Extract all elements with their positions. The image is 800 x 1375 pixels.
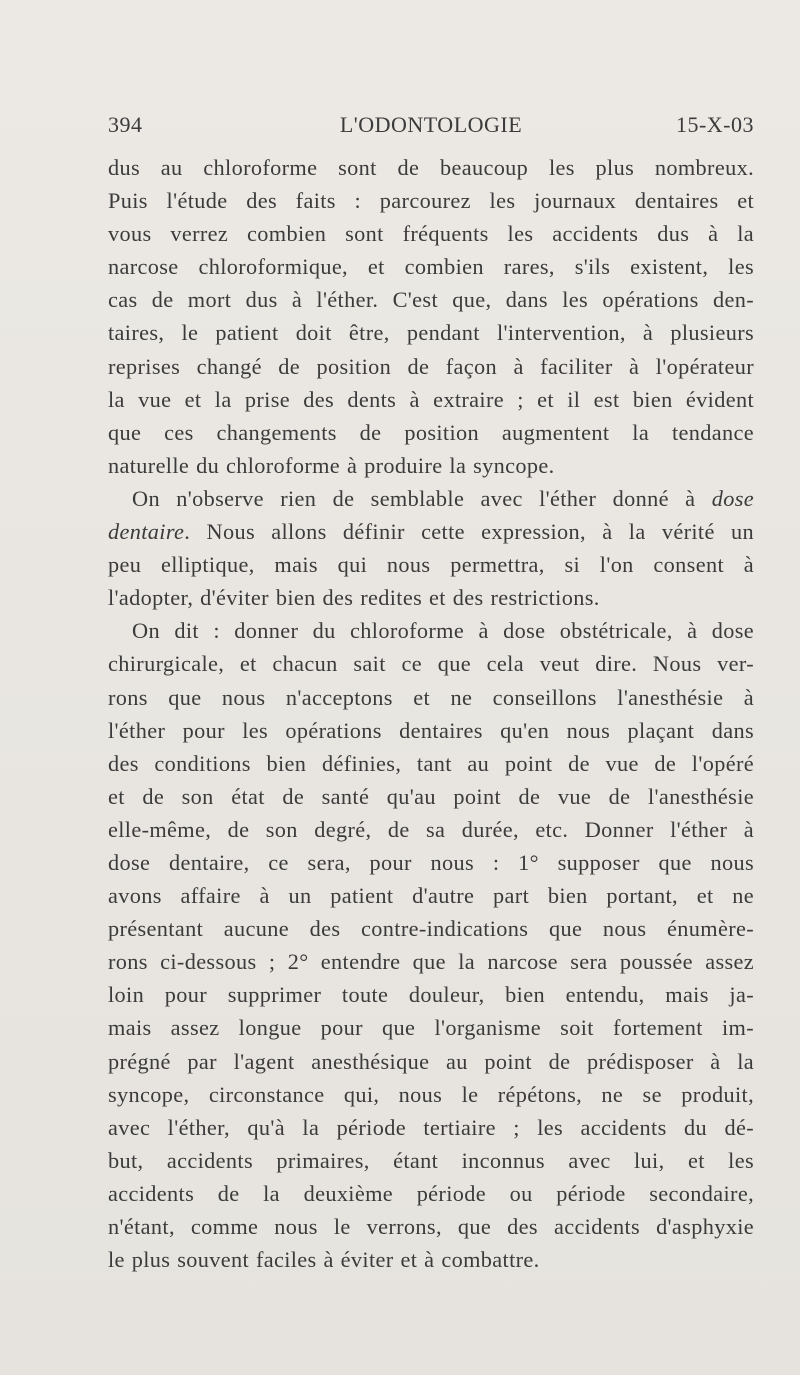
paragraph-3-line-16: avec l'éther, qu'à la période tertiaire ; les accidents du dé- xyxy=(108,1114,754,1140)
paragraph-1-line-7: reprises changé de position de façon à faciliter à l'opérateur xyxy=(108,353,754,379)
paragraph-3-line-2: chirurgicale, et chacun sait ce que cela veut dire. Nous ver- xyxy=(108,651,754,677)
paragraph-3-line-1: On dit : donner du chloroforme à dose obstétricale, à dose xyxy=(132,618,754,644)
paragraph-3-line-11: rons ci-dessous ; 2° entendre que la narcose sera poussée assez xyxy=(108,949,754,975)
journal-title: L'ODONTOLOGIE xyxy=(339,112,523,137)
body-text xyxy=(108,151,754,1276)
paragraph-1-line-2: Puis l'étude des faits : parcourez les journaux dentaires et xyxy=(108,188,754,214)
paragraph-2-line-1 xyxy=(108,482,754,515)
paragraph-1-line-5: cas de mort dus à l'éther. C'est que, dans les opérations den- xyxy=(108,287,754,313)
paragraph-2-line-3: peu elliptique, mais qui nous permettra, si l'on consent à xyxy=(108,552,754,578)
paragraph-1-line-1: dus au chloroforme sont de beaucoup les plus nombreux. xyxy=(108,155,754,180)
paragraph-3-line-5: des conditions bien définies, tant au point de vue de l'opéré xyxy=(108,750,754,776)
paragraph-3-line-18: accidents de la deuxième période ou période secondaire, xyxy=(108,1180,754,1206)
paragraph-1-line-9: que ces changements de position augmentent la tendance xyxy=(108,419,754,445)
paragraph-3-line-3: rons que nous n'acceptons et ne conseillons l'anesthésie à xyxy=(108,684,754,710)
paragraph-3-line-20: le plus souvent faciles à éviter et à combattre. xyxy=(108,1247,540,1273)
paragraph-3-line-4: l'éther pour les opérations dentaires qu'en nous plaçant dans xyxy=(108,717,754,743)
paragraph-3-line-8: dose dentaire, ce sera, pour nous : 1° supposer que nous xyxy=(108,849,754,875)
page-number: 394 xyxy=(108,112,143,137)
paragraph-3-line-6: et de son état de santé qu'au point de vue de l'anesthésie xyxy=(108,783,754,809)
paragraph-2-line-4: l'adopter, d'éviter bien des redites et des restrictions. xyxy=(108,585,600,611)
paragraph-2-line-1-text: On n'observe rien de semblable avec l'éther donné à xyxy=(132,485,712,511)
paragraph-3-line-14: prégné par l'agent anesthésique au point de prédisposer à la xyxy=(108,1048,754,1074)
paragraph-2-line-2-text: . Nous allons définir cette expression, à la vérité un xyxy=(184,519,754,545)
paragraph-1-line-8: la vue et la prise des dents à extraire ; et il est bien évident xyxy=(108,386,754,412)
paragraph-3-line-12: loin pour supprimer toute douleur, bien entendu, mais ja- xyxy=(108,982,754,1008)
paragraph-1-line-4: narcose chloroformique, et combien rares, s'ils existent, les xyxy=(108,254,754,280)
paragraph-3-line-15: syncope, circonstance qui, nous le répétons, ne se produit, xyxy=(108,1081,754,1107)
paragraph-3-line-7: elle-même, de son degré, de sa durée, etc. Donner l'éther à xyxy=(108,816,754,842)
paragraph-3-line-13: mais assez longue pour que l'organisme soit fortement im- xyxy=(108,1015,754,1041)
paragraph-3-line-19: n'étant, comme nous le verrons, que des accidents d'asphyxie xyxy=(108,1214,754,1239)
paragraph-2-line-2 xyxy=(108,515,754,548)
paragraph-3-line-10: présentant aucune des contre-indications que nous énumère- xyxy=(108,916,754,942)
paragraph-1-line-3: vous verrez combien sont fréquents les accidents dus à la xyxy=(108,221,754,247)
paragraph-3-line-9: avons affaire à un patient d'autre part bien portant, et ne xyxy=(108,883,754,909)
paragraph-1-line-6: taires, le patient doit être, pendant l'intervention, à plusieurs xyxy=(108,320,754,346)
issue-date: 15-X-03 xyxy=(675,112,754,137)
paragraph-1-line-10: naturelle du chloroforme à produire la syncope. xyxy=(108,452,555,478)
paragraph-2-italic-term-start: dose xyxy=(711,485,754,511)
paragraph-3-line-17: but, accidents primaires, étant inconnus avec lui, et les xyxy=(108,1147,754,1173)
paragraph-2-italic-term-end: dentaire xyxy=(108,519,185,545)
running-head xyxy=(108,112,754,142)
